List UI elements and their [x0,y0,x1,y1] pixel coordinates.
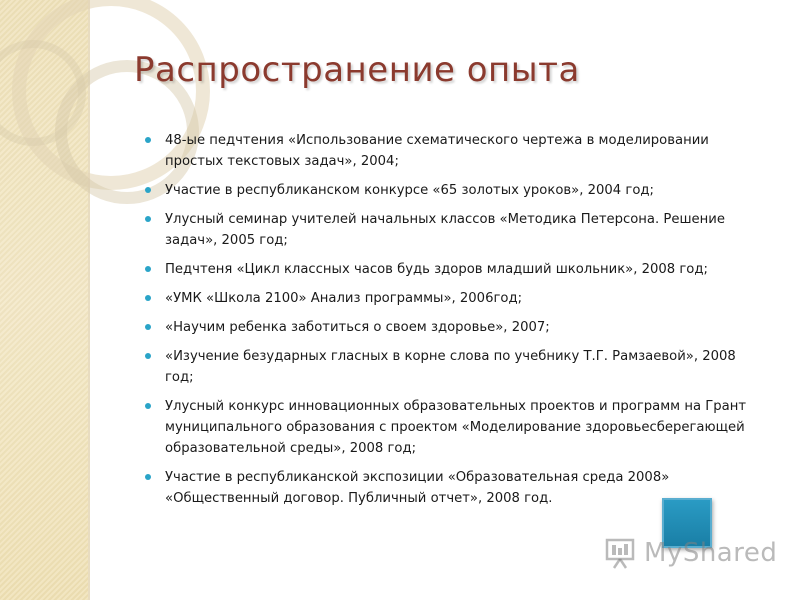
bullet-item [143,288,763,309]
panel-divider [88,0,90,600]
bullet-text: Улусный конкурс инновационных образовательных проектов и программ на Грант муниципального образования с проектом «Моделирование здоровьесберегающей образовательной среды», 2008 год; [165,399,747,456]
bullet-text: Участие в республиканском конкурсе «65 золотых уроков», 2004 год; [165,183,654,198]
bullet-dot-icon [145,187,151,193]
bullet-dot-icon [145,403,151,409]
presentation-icon [604,535,640,571]
slide-title: Распространение опыта [134,50,580,90]
bullet-text: «Научим ребенка заботиться о своем здоровье», 2007; [165,320,550,335]
bullet-text: Педчтеня «Цикл классных часов будь здоров младший школьник», 2008 год; [165,262,708,277]
bullet-text: Участие в республиканской экспозиции «Образовательная среда 2008» «Общественный договор. Публичный отчет», 2008 год. [165,470,670,506]
bullet-item [143,180,763,201]
watermark [604,535,777,571]
bullet-item [143,130,763,172]
bullet-dot-icon [145,353,151,359]
bullet-dot-icon [145,266,151,272]
bullet-item [143,317,763,338]
bullet-dot-icon [145,324,151,330]
bullet-dot-icon [145,295,151,301]
bullet-text: 48-ые педчтения «Использование схематического чертежа в моделировании простых текстовых задач», 2004; [165,133,709,169]
bullet-dot-icon [145,474,151,480]
bullet-dot-icon [145,216,151,222]
bullet-text: Улусный семинар учителей начальных классов «Методика Петерсона. Решение задач», 2005 год; [165,212,725,248]
decorative-side-panel [0,0,88,600]
watermark-text: MyShared [644,538,778,568]
bullet-item [143,209,763,251]
bullet-item [143,396,763,459]
bullet-text: «УМК «Школа 2100» Анализ программы», 2006год; [165,291,523,306]
bullet-list [143,130,763,517]
bullet-item [143,346,763,388]
bullet-text: «Изучение безударных гласных в корне слова по учебнику Т.Г. Рамзаевой», 2008 год; [165,349,736,385]
bullet-dot-icon [145,137,151,143]
bullet-item [143,259,763,280]
